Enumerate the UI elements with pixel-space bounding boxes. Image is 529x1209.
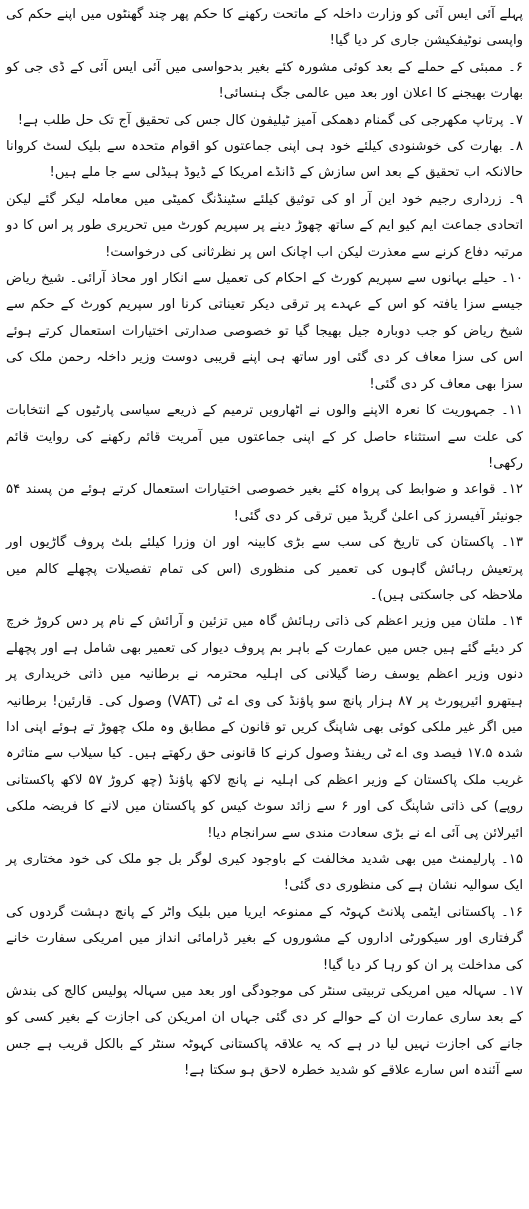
paragraph-item-15: ۱۵۔ پارلیمنٹ میں بھی شدید مخالفت کے باوجود کیری لوگر بل جو ملک کی خود مختاری پر ایک سوالیہ نشان ہے کی منظوری دی گئی! — [6, 852, 523, 894]
paragraph-item-05-continued: پہلے آئی ایس آئی کو وزارت داخلہ کے ماتحت رکھنے کا حکم پھر چند گھنٹوں میں اپنے حکم کی واپسی نوٹیفکیشن جاری کر دیا گیا! — [6, 7, 523, 49]
paragraph-item-07: ۷۔ پرتاپ مکھرجی کی گمنام دھمکی آمیز ٹیلیفون کال جس کی تحقیق آج تک حل طلب ہے! — [17, 112, 523, 128]
paragraph-item-10: ۱۰۔ حیلے بہانوں سے سپریم کورٹ کے احکام کی تعمیل سے انکار اور محاذ آرائی۔ شیخ ریاض جیسے سزا یافتہ کو اس کے عہدے پر ترقی دیکر تعیناتی کرنا اور سپریم کورٹ کے حکم سے شیخ ریاض کو جب دوبارہ جیل بھیجا گیا تو خصوصی صدارتی اختیارات استعمال کرتے ہوئے اس کی سزا معاف کر دی گئی اور ساتھ ہی اپنے قریبی دوست وزیر داخلہ رحمن ملک کی سزا بھی معاف کر دی گئی! — [6, 271, 523, 392]
paragraph-item-17: ۱۷۔ سہالہ میں امریکی تربیتی سنٹر کی موجودگی اور بعد میں سہالہ پولیس کالج کی بندش کے بعد ساری عمارت ان کے حوالے کر دی گئی جہاں ان امریکن کی اجازت کے بغیر کسی کو جانے کی اجازت نہیں لیا در ہے کہ یہ علاقہ پاکستانی کہوٹہ سنٹر کے بالکل قریب ہے جس سے آئندہ اس سارے علاقے کو شدید خطرہ لاحق ہو سکتا ہے! — [6, 984, 523, 1079]
paragraph-item-09: ۹۔ زرداری رجیم خود این آر او کی توثیق کیلئے سٹینڈنگ کمیٹی میں معاملہ لیکر گئے لیکن اتحادی جماعت ایم کیو ایم کے ساتھ چھوڑ دینے پر سپریم کورٹ میں تحریری طور پر اس کا دو مرتبہ دفاع کرنے سے معذرت لیکن اب اچانک اس پر نظرثانی کی درخواست! — [6, 191, 523, 260]
paragraph-item-06: ۶۔ ممبئی کے حملے کے بعد کوئی مشورہ کئے بغیر بدحواسی میں آئی ایس آئی کے ڈی جی کو بھارت بھیجنے کا اعلان اور بعد میں عالمی جگ ہنسائی! — [6, 59, 523, 102]
paragraph-item-14: ۱۴۔ ملتان میں وزیر اعظم کی ذاتی رہائش گاہ میں تزئین و آرائش کے نام پر دس کروڑ خرچ کر دیئے گئے ہیں جس میں عمارت کے باہر بم پروف دیوار کی تعمیر بھی شامل ہے اور پچھلے دنوں وزیر اعظم یوسف رضا گیلانی کی اہلیہ محترمہ نے برطانیہ میں ذاتی خریداری پر ہیتھرو ائیرپورٹ پر ۸۷ ہزار پانچ سو پاؤنڈ کی وی اے ٹی (VAT) وصول کی۔ قارئین! برطانیہ میں اگر غیر ملکی کوئی بھی شاپنگ کریں تو قانون کے مطابق وہ ملک چھوڑ تے ہوئے اپنی ادا شدہ ۱۷.۵ فیصد وی اے ٹی ریفنڈ وصول کرنے کا قانونی حق رکھتے ہیں۔ کیا سیلاب سے متاثرہ غریب ملک پاکستان کے وزیر اعظم کی اہلیہ نے پانچ لاکھ پاؤنڈ (چھ کروڑ ۵۷ لاکھ پاکستانی روپے) کی ذاتی شاپنگ کی اور ۶ سے زائد سوٹ کیس کو پاکستان میں لانے کا فریضہ ملکی ائیرلائن پی آئی اے نے بڑی سعادت مندی سے سرانجام دیا! — [6, 614, 524, 841]
paragraph-item-13: ۱۳۔ پاکستان کی تاریخ کی سب سے بڑی کابینہ اور ان وزرا کیلئے بلٹ پروف گاڑیوں اور پرتعیش رہائش گاہوں کی تعمیر کی منظوری (اس کی تمام تفصیلات پچھلے کالم میں ملاحظہ کی جاسکتی ہیں)۔ — [6, 535, 523, 603]
paragraph-item-16: ۱۶۔ پاکستانی ایٹمی پلانٹ کہوٹہ کے ممنوعہ ایریا میں بلیک واٹر کے پانچ دہشت گردوں کی گرفتاری اور سیکورٹی اداروں کے مشوروں کے بغیر ڈرامائی انداز میں امریکی سفارت خانے کی مداخلت پر ان کو رہا کر دیا گیا! — [6, 904, 523, 973]
paragraph-item-08: ۸۔ بھارت کی خوشنودی کیلئے خود ہی اپنی جماعتوں کو اقوام متحدہ سے بلیک لسٹ کروانا حالانکہ اب تحقیق کے بعد اس سازش کے ڈانڈے امریکا کے ڈیوڈ ہیڈلی سے جا ملے ہیں! — [6, 139, 523, 181]
paragraph-item-12: ۱۲۔ قواعد و ضوابط کی پرواہ کئے بغیر خصوصی اختیارات استعمال کرتے ہوئے من پسند ۵۴ جونیئر آفیسرز کی اعلیٰ گریڈ میں ترقی کر دی گئی! — [6, 482, 523, 524]
paragraph-item-11: ۱۱۔ جمہوریت کا نعرہ الاپنے والوں نے اٹھارویں ترمیم کے ذریعے سیاسی پارٹیوں کے انتخابات کی علت سے استثناء حاصل کر کے اپنی جماعتوں میں آمریت قائم رکھنے کی روایت قائم رکھی! — [6, 403, 523, 471]
